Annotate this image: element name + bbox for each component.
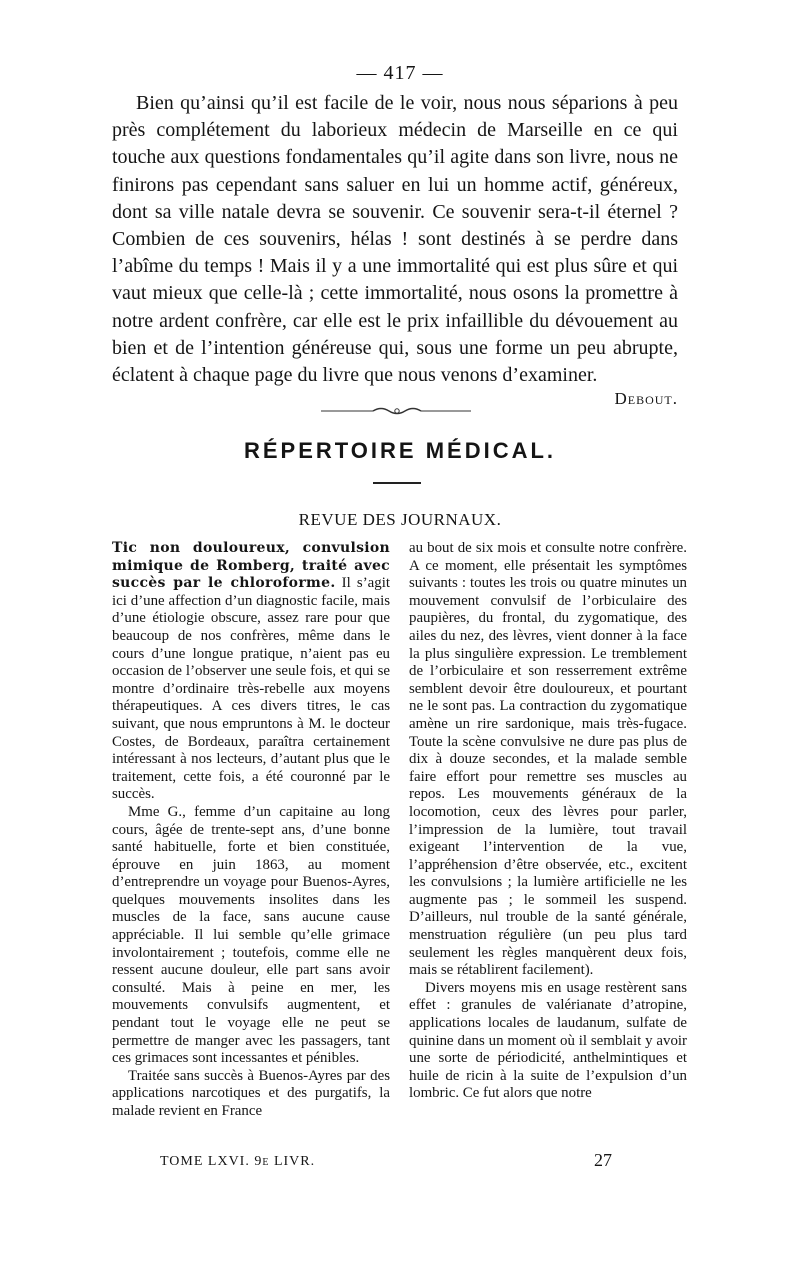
intro-paragraph: Bien qu’ainsi qu’il est facile de le voir, nous nous séparions à peu près complétement du laborieux médecin de Marseille en ce qui touche aux questions fondamentales qu’il agite dans son livre, nous ne finirons pas cependant sans saluer en lui un homme actif, généreux, dont sa ville natale devra se souvenir. Ce souvenir sera-t-il éternel ? Combien de ces souvenirs, hélas ! sont destinés à se perdre dans l’abîme du temps ! Mais il y a une immortalité qui est plus sûre et qui vaut mieux que celle-là ; cette immortalité, nous osons la promettre à notre ardent confrère, car elle est le prix infaillible du dévouement au bien et de l’intention généreuse qui, sous une forme un peu abrupte, éclatent à chaque page du livre que nous venons d’examiner.	[112, 92, 678, 387]
article-heading: Tic non douloureux, convulsion mimique de Romberg, traité avec succès par le chloroforme.	[112, 540, 390, 592]
article-text-1: Il s’agit ici d’une affection d’un diagnostic facile, mais d’une étiologie obscure, assez rare pour que beaucoup de nos confrères, même dans le cours d’une longue pratique, n’aient pas eu occasion de l’observer une seule fois, et qui se montre d’ordinaire très-rebelle aux moyens thérapeutiques. A ces divers titres, le cas suivant, que nous empruntons à M. le docteur Costes, de Bordeaux, paraîtra certainement intéressant à nos lecteurs, d’autant plus que le traitement, cette fois, a été couronné par le succès.	[112, 575, 391, 803]
footer-signature-mark: 27	[594, 1150, 612, 1170]
subsection-title: REVUE DES JOURNAUX.	[298, 510, 502, 529]
article-paragraph-5: Divers moyens mis en usage restèrent sans effet : granules de valérianate d’atropine, applications locales de laudanum, sulfate de quinine dans un moment où il semblait y avoir une sorte de périodicité, anthelmintiques et huile de ricin à la suite de l’expulsion d’un lombric. Ce fut alors que notre	[409, 979, 687, 1102]
article-paragraph-3: Traitée sans succès à Buenos-Ayres par des applications narcotiques et des purgatifs, la malade revient en France	[112, 1067, 390, 1119]
article-paragraph-2: Mme G., femme d’un capitaine au long cours, âgée de trente-sept ans, d’une bonne santé habituelle, forte et bien constituée, éprouve en juin 1863, au moment d’entreprendre un voyage pour Buenos-Ayres, quelques mouvements insolites dans les muscles de la face, sans aucune cause appréciable. Il lui semble qu’elle grimace involontairement ; toutefois, comme elle ne ressent aucune douleur, elle part sans avoir consulté. Mais à peine en mer, les mouvements convulsifs augmentent, et pendant tout le voyage elle ne peut se permettre de manger avec les passagers, tant ces grimaces sont incessantes et pénibles.	[112, 803, 390, 1067]
page-number: — 417 —	[356, 62, 444, 84]
left-column	[112, 540, 390, 1121]
footer-volume: TOME LXVI. 9e LIVR.	[160, 1154, 316, 1169]
title-underline	[373, 482, 421, 484]
article-first-paragraph	[112, 540, 390, 804]
right-column	[409, 540, 687, 1103]
author-signature: Debout.	[614, 389, 678, 408]
section-title: RÉPERTOIRE MÉDICAL.	[243, 438, 557, 463]
article-paragraph-4: au bout de six mois et consulte notre confrère. A ce moment, elle présentait les symptômes suivants : toutes les trois ou quatre minutes un mouvement convulsif de l’orbiculaire des paupières, du frontal, du zygomatique, des ailes du nez, des lèvres, vient donner à la face la plus singulière expression. Le tremblement de l’orbiculaire et son resserrement extrême semblent devoir être douloureux, et pourtant ne le sont pas. La contraction du zygomatique amène un rire sardonique, mais très-fugace. Toute la scène convulsive ne dure pas plus de dix à douze secondes, et la malade semble faire effort pour remettre ses muscles au repos. Les mouvements généraux de la locomotion, ceux des lèvres pour parler, l’impression de la lumière, tout travail exigeant l’intervention de la vue, l’appréhension d’être observée, etc., excitent les convulsions ; la lumière artificielle ne les augmente pas ; le sommeil les suspend. D’ailleurs, nul trouble de la santé générale, menstruation régulière (un peu plus tard seulement les règles manquèrent deux fois, mais se rétablirent facilement).	[409, 540, 687, 979]
ornament-icon	[321, 406, 471, 416]
ornamental-divider	[316, 406, 476, 416]
